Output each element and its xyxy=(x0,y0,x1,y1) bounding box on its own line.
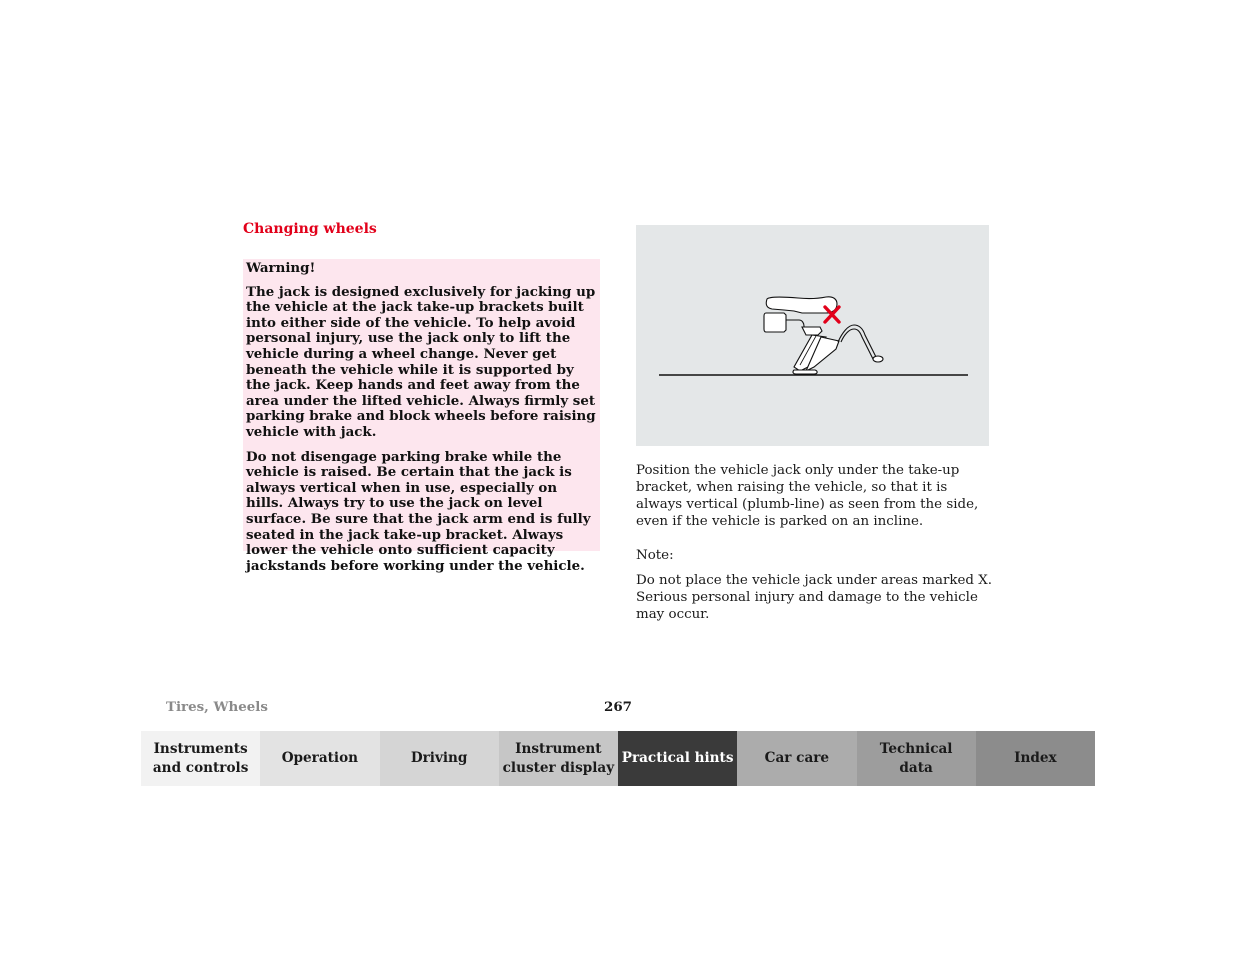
warning-title: Warning! xyxy=(246,260,316,276)
note-text: Do not place the vehicle jack under areas marked X. Serious personal injury and damage to the vehicle may occur. xyxy=(636,573,993,622)
nav-tab-operation[interactable]: Operation xyxy=(260,731,379,786)
warning-box xyxy=(243,259,600,574)
jack-figure xyxy=(636,225,989,446)
footer-section-label: Tires, Wheels xyxy=(166,699,268,715)
nav-tab-technical-data[interactable]: Technical data xyxy=(857,731,976,786)
nav-tab-instrument-cluster-display[interactable]: Instrument cluster display xyxy=(499,731,618,786)
nav-tab-driving[interactable]: Driving xyxy=(380,731,499,786)
note-label: Note: xyxy=(636,548,674,563)
jack-foot xyxy=(793,370,817,374)
jack-head xyxy=(802,327,822,335)
chapter-navigation xyxy=(141,731,1095,786)
section-title: Changing wheels xyxy=(243,221,377,237)
warning-paragraph: Do not disengage parking brake while the vehicle is raised. Be certain that the jack is always vertical when in use, especially on hills. Always try to use the jack on level surface. Be sure that the jack arm end is fully seated in the jack take-up bracket. Always lower the vehicle onto sufficient capacity jackstands before working under the vehicle. xyxy=(246,448,591,574)
vehicle-jack-illustration xyxy=(636,225,989,446)
instruction-text: Position the vehicle jack only under the take-up bracket, when raising the vehicle, so that it is always vertical (plumb-line) as seen from the side, even if the vehicle is parked on an incline. xyxy=(636,463,979,529)
warning-paragraph: The jack is designed exclusively for jacking up the vehicle at the jack take-up brackets built into either side of the vehicle. To help avoid personal injury, use the jack only to lift the vehicle during a wheel change. Never get beneath the vehicle while it is supported by the jack. Keep hands and feet away from the area under the lifted vehicle. Always firmly set parking brake and block wheels before raising vehicle with jack. xyxy=(246,283,596,440)
nav-tab-practical-hints[interactable]: Practical hints xyxy=(618,731,737,786)
nav-tab-index[interactable]: Index xyxy=(976,731,1095,786)
jack-bracket xyxy=(764,313,786,332)
nav-tab-car-care[interactable]: Car care xyxy=(737,731,856,786)
nav-tab-instruments-and-controls[interactable]: Instruments and controls xyxy=(141,731,260,786)
page-number: 267 xyxy=(604,699,632,715)
